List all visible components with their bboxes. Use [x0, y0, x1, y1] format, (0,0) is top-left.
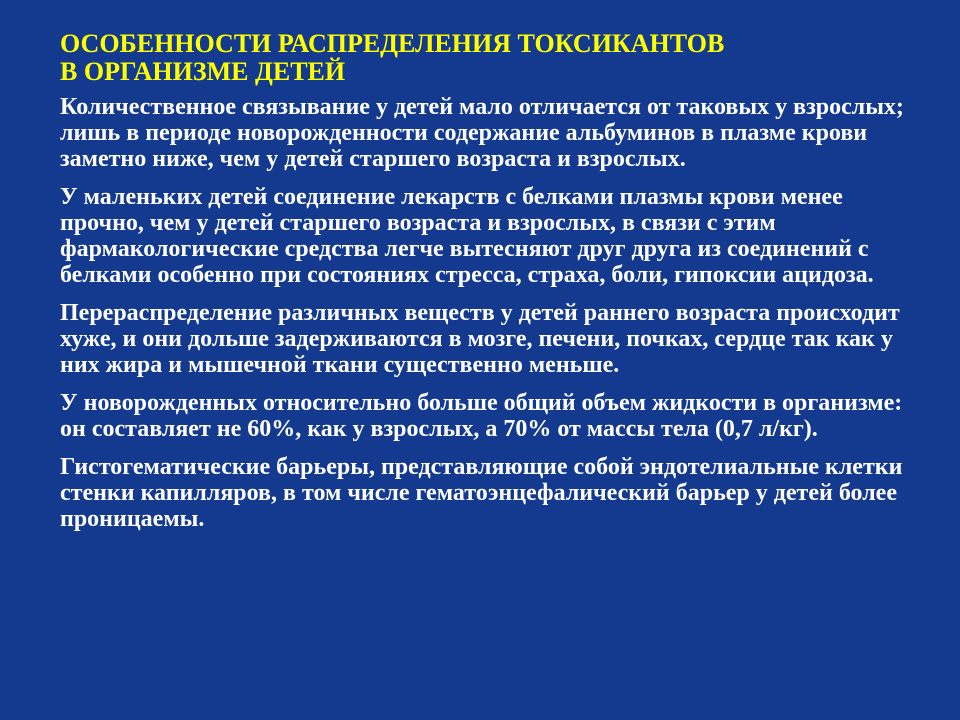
paragraph-binding: Количественное связывание у детей мало отличается от таковых у взрослых; лишь в периоде новорожденности содержание альбуминов в плазме крови заметно ниже, чем у детей старшего возраста и взрослых. — [60, 94, 904, 172]
slide-title-line-2: В ОРГАНИЗМЕ ДЕТЕЙ — [60, 57, 346, 86]
paragraph-fluid-volume: У новорожденных относительно больше общий объем жидкости в организме: он составляет не 60%, как у взрослых, а 70% от массы тела (0,7 л/кг). — [60, 390, 903, 442]
paragraph-barriers: Гистогематические барьеры, представляющие собой эндотелиальные клетки стенки капилляров, в том числе гематоэнцефалический барьер у детей более проницаемы. — [60, 454, 903, 532]
paragraph-redistribution: Перераспределение различных веществ у детей раннего возраста происходит хуже, и они дольше задерживаются в мозге, печени, почках, сердце так как у них жира и мышечной ткани существенно меньше. — [60, 300, 900, 378]
slide-title-line-1: ОСОБЕННОСТИ РАСПРЕДЕЛЕНИЯ ТОКСИКАНТОВ — [60, 29, 725, 58]
slide-title — [60, 30, 912, 86]
paragraph-protein-binding-strength: У маленьких детей соединение лекарств с белками плазмы крови менее прочно, чем у детей старшего возраста и взрослых, в связи с этим фармакологические средства легче вытесняют друг друга из соединений с белками особенно при состояниях стресса, страха, боли, гипоксии ацидоза. — [60, 184, 874, 288]
